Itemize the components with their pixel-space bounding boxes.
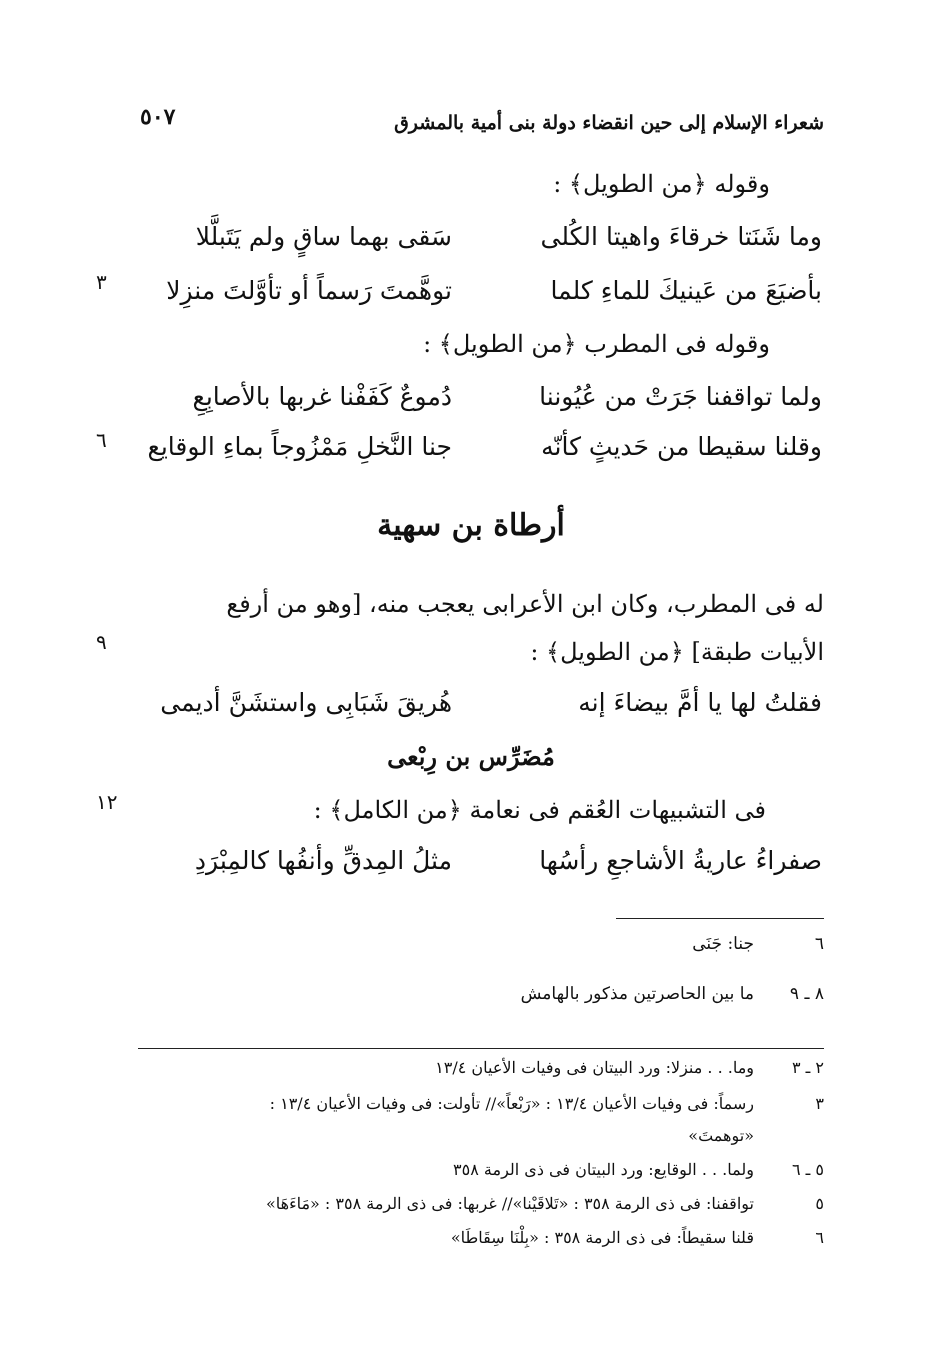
line-number-3: ٣ (96, 270, 107, 294)
apparatus-num: ٢ ـ ٣ (791, 1058, 824, 1077)
section2-intro: وقوله فى المطرب ﴿من الطويل﴾ : (423, 330, 770, 358)
running-title: شعراء الإسلام إلى حين انقضاء دولة بنى أمية بالمشرق (394, 112, 824, 134)
section1-verse2-hemistich-left: توهَّمتَ رَسماً أو تأوَّلتَ منزِلا (166, 276, 452, 305)
section2-verse1-hemistich-right: ولما تواقفنا جَرَتْ من عُيُوننا (539, 382, 822, 411)
section1-verse1-hemistich-left: سَقى بهما ساقٍ ولم يَتَبلَّلا (195, 222, 452, 251)
poet2-intro: فى التشبيهات العُقم فى نعامة ﴿من الكامل﴾ : (313, 796, 766, 824)
line-number-6: ٦ (96, 428, 107, 452)
section2-verse1-hemistich-left: دُموعٌ كَفَفْنا غربها بالأصابِعِ (192, 382, 452, 411)
footnote-text: جنا: جَنَى (692, 934, 754, 954)
apparatus-num: ٥ ـ ٦ (791, 1160, 824, 1179)
apparatus-text: ولما. . . الوقايع: ورد البيتان فى ذى الرمة ٣٥٨ (453, 1160, 754, 1179)
poet1-intro-line2: الأبيات طبقة] ﴿من الطويل﴾ : (530, 638, 824, 666)
footnote-divider (616, 918, 824, 919)
apparatus-num: ٥ (815, 1194, 824, 1213)
apparatus-text: رسماً: فى وفيات الأعيان ١٣/٤ : «رَبْعاً»// تأولت: فى وفيات الأعيان ١٣/٤ : (269, 1094, 754, 1113)
apparatus-text: وما. . . منزلا: ورد البيتان فى وفيات الأعيان ١٣/٤ (435, 1058, 754, 1077)
section2-verse2-hemistich-left: جنا النَّخلِ مَمْزُوجاً بماءِ الوقايع (147, 432, 452, 461)
section1-intro: وقوله ﴿من الطويل﴾ : (553, 170, 770, 198)
section1-verse2-hemistich-right: بأضيَعَ من عَينيكَ للماءِ كلما (550, 276, 822, 305)
line-number-12: ١٢ (96, 790, 118, 814)
apparatus-num: ٣ (815, 1094, 824, 1113)
poet-heading-mudarris-ibn-ribi: مُضَرِّس بن رِبْعى (387, 742, 555, 771)
apparatus-divider (138, 1048, 824, 1049)
apparatus-text: تواقفنا: فى ذى الرمة ٣٥٨ : «تَلاقَيْنا»// غربها: فى ذى الرمة ٣٥٨ : «مَاءَهَا» (265, 1194, 754, 1213)
poet1-intro-line1: له فى المطرب، وكان ابن الأعرابى يعجب منه، [وهو من أرفع (226, 590, 824, 618)
footnote-text: ما بين الحاصرتين مذكور بالهامش (520, 984, 754, 1004)
apparatus-text: قلنا سقيطاً: فى ذى الرمة ٣٥٨ : «بِلْنَا سِقَاطَا» (450, 1228, 754, 1247)
page-number: ٥٠٧ (140, 104, 176, 130)
apparatus-text-continuation: «توهمتَ» (688, 1126, 754, 1145)
poet2-verse-hemistich-right: صفراءُ عاريةُ الأشاجعِ رأسُها (539, 846, 822, 875)
apparatus-num: ٦ (815, 1228, 824, 1247)
poet1-verse-hemistich-right: فقلتُ لها يا أمَّ بيضاءَ إنه (578, 688, 822, 717)
footnote-num: ٨ ـ ٩ (789, 984, 824, 1004)
line-number-9: ٩ (96, 630, 107, 654)
section2-verse2-hemistich-right: وقلنا سقيطا من حَديثٍ كأنّه (541, 432, 822, 461)
poet1-verse-hemistich-left: هُريقَ شَبَابِى واستشَنَّ أديمى (160, 688, 452, 717)
footnote-num: ٦ (814, 934, 824, 954)
poet-heading-artat-ibn-suhayya: أرطاة بن سهية (377, 508, 565, 543)
section1-verse1-hemistich-right: وما شَنَتا خرقاءَ واهيتا الكُلى (540, 222, 822, 251)
poet2-verse-hemistich-left: مثلُ المِدقِّ وأنفُها كالمِبْرَدِ (194, 846, 452, 875)
